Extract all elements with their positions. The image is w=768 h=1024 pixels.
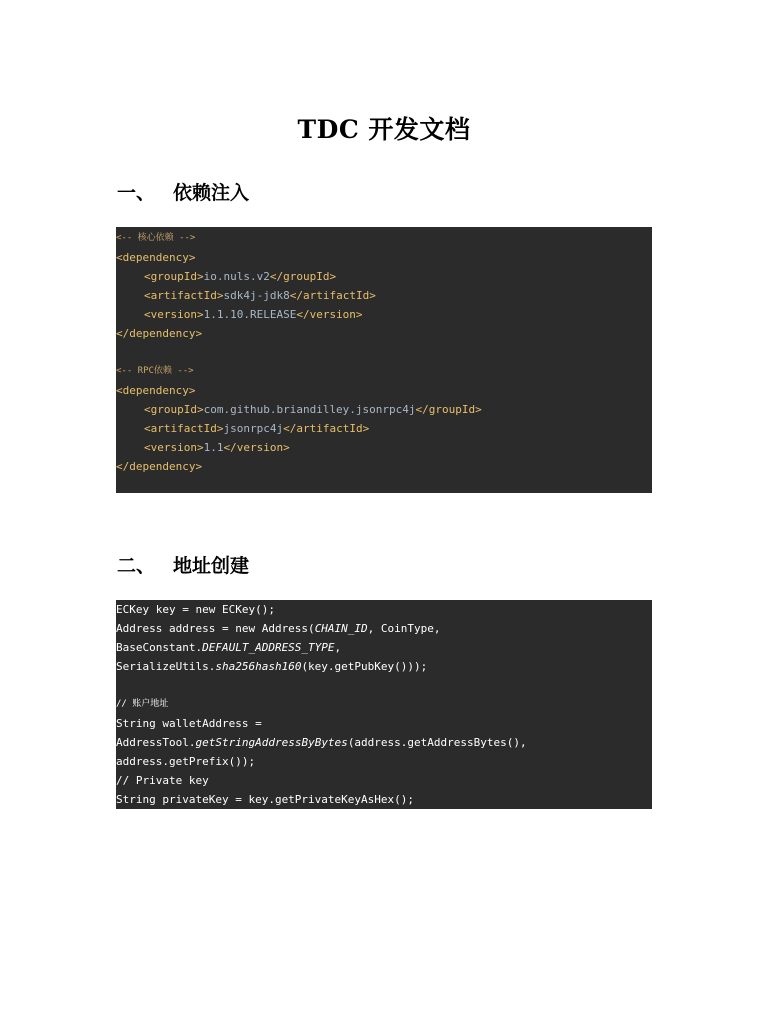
xml-tag: </version>: [296, 308, 363, 321]
code-line: String walletAddress =: [116, 717, 262, 730]
section-heading-address-creation: [117, 551, 249, 578]
code-line: [116, 419, 652, 438]
code-comment: // Private key: [116, 774, 209, 787]
code-line: <dependency>: [116, 251, 196, 264]
code-line: [116, 400, 652, 419]
code-block-address: [116, 600, 652, 809]
xml-value: jsonrpc4j: [223, 422, 284, 435]
xml-value: 1.1.10.RELEASE: [203, 308, 297, 321]
code-text: ,: [334, 641, 342, 654]
section-number: 二、: [117, 555, 156, 577]
code-method: getStringAddressByBytes: [195, 736, 348, 749]
code-line: String privateKey = key.getPrivateKeyAsHex();: [116, 793, 415, 806]
code-line: </dependency>: [116, 460, 203, 473]
xml-tag: </version>: [223, 441, 290, 454]
code-comment: <-- RPC依赖 -->: [116, 366, 194, 376]
xml-tag: </groupId>: [269, 270, 337, 283]
blank-line: [116, 676, 652, 695]
code-comment: // 账户地址: [116, 699, 169, 709]
section-title: 地址创建: [173, 555, 250, 577]
xml-tag: <artifactId>: [144, 289, 224, 302]
code-line: [116, 286, 652, 305]
code-line: </dependency>: [116, 327, 203, 340]
xml-tag: </artifactId>: [283, 422, 370, 435]
xml-value: com.github.briandilley.jsonrpc4j: [203, 403, 416, 416]
code-text: , CoinType,: [367, 622, 441, 635]
xml-value: sdk4j-jdk8: [223, 289, 290, 302]
code-line: [116, 619, 652, 638]
code-line: address.getPrefix());: [116, 755, 256, 768]
code-method: sha256hash160: [215, 660, 302, 673]
code-text: (key.getPubKey()));: [301, 660, 428, 673]
xml-tag: <groupId>: [144, 403, 204, 416]
xml-tag: <version>: [144, 441, 204, 454]
code-text: (address.getAddressBytes(),: [347, 736, 527, 749]
xml-tag: </groupId>: [415, 403, 482, 416]
xml-value: 1.1: [203, 441, 224, 454]
code-line: <dependency>: [116, 384, 196, 397]
section-heading-dependency-injection: [117, 178, 249, 205]
code-line: [116, 438, 652, 457]
code-comment: <-- 核心依赖 -->: [116, 233, 196, 243]
page-title: TDC 开发文档: [297, 115, 471, 144]
xml-tag: <artifactId>: [144, 422, 224, 435]
blank-line: [116, 343, 652, 362]
code-line: [116, 657, 652, 676]
code-text: BaseConstant.: [116, 641, 203, 654]
code-block-dependencies: [116, 227, 652, 493]
code-line: ECKey key = new ECKey();: [116, 603, 275, 616]
section-title: 依赖注入: [173, 182, 250, 204]
code-constant: DEFAULT_ADDRESS_TYPE: [202, 641, 335, 654]
xml-tag: <version>: [144, 308, 204, 321]
code-text: Address address = new Address(: [116, 622, 315, 635]
code-constant: CHAIN_ID: [314, 622, 368, 635]
code-line: [116, 733, 652, 752]
xml-value: io.nuls.v2: [203, 270, 270, 283]
code-text: AddressTool.: [116, 736, 196, 749]
code-line: [116, 638, 652, 657]
code-text: SerializeUtils.: [116, 660, 216, 673]
code-line: [116, 267, 652, 286]
code-line: [116, 305, 652, 324]
xml-tag: </artifactId>: [289, 289, 376, 302]
xml-tag: <groupId>: [144, 270, 204, 283]
section-number: 一、: [117, 182, 156, 204]
